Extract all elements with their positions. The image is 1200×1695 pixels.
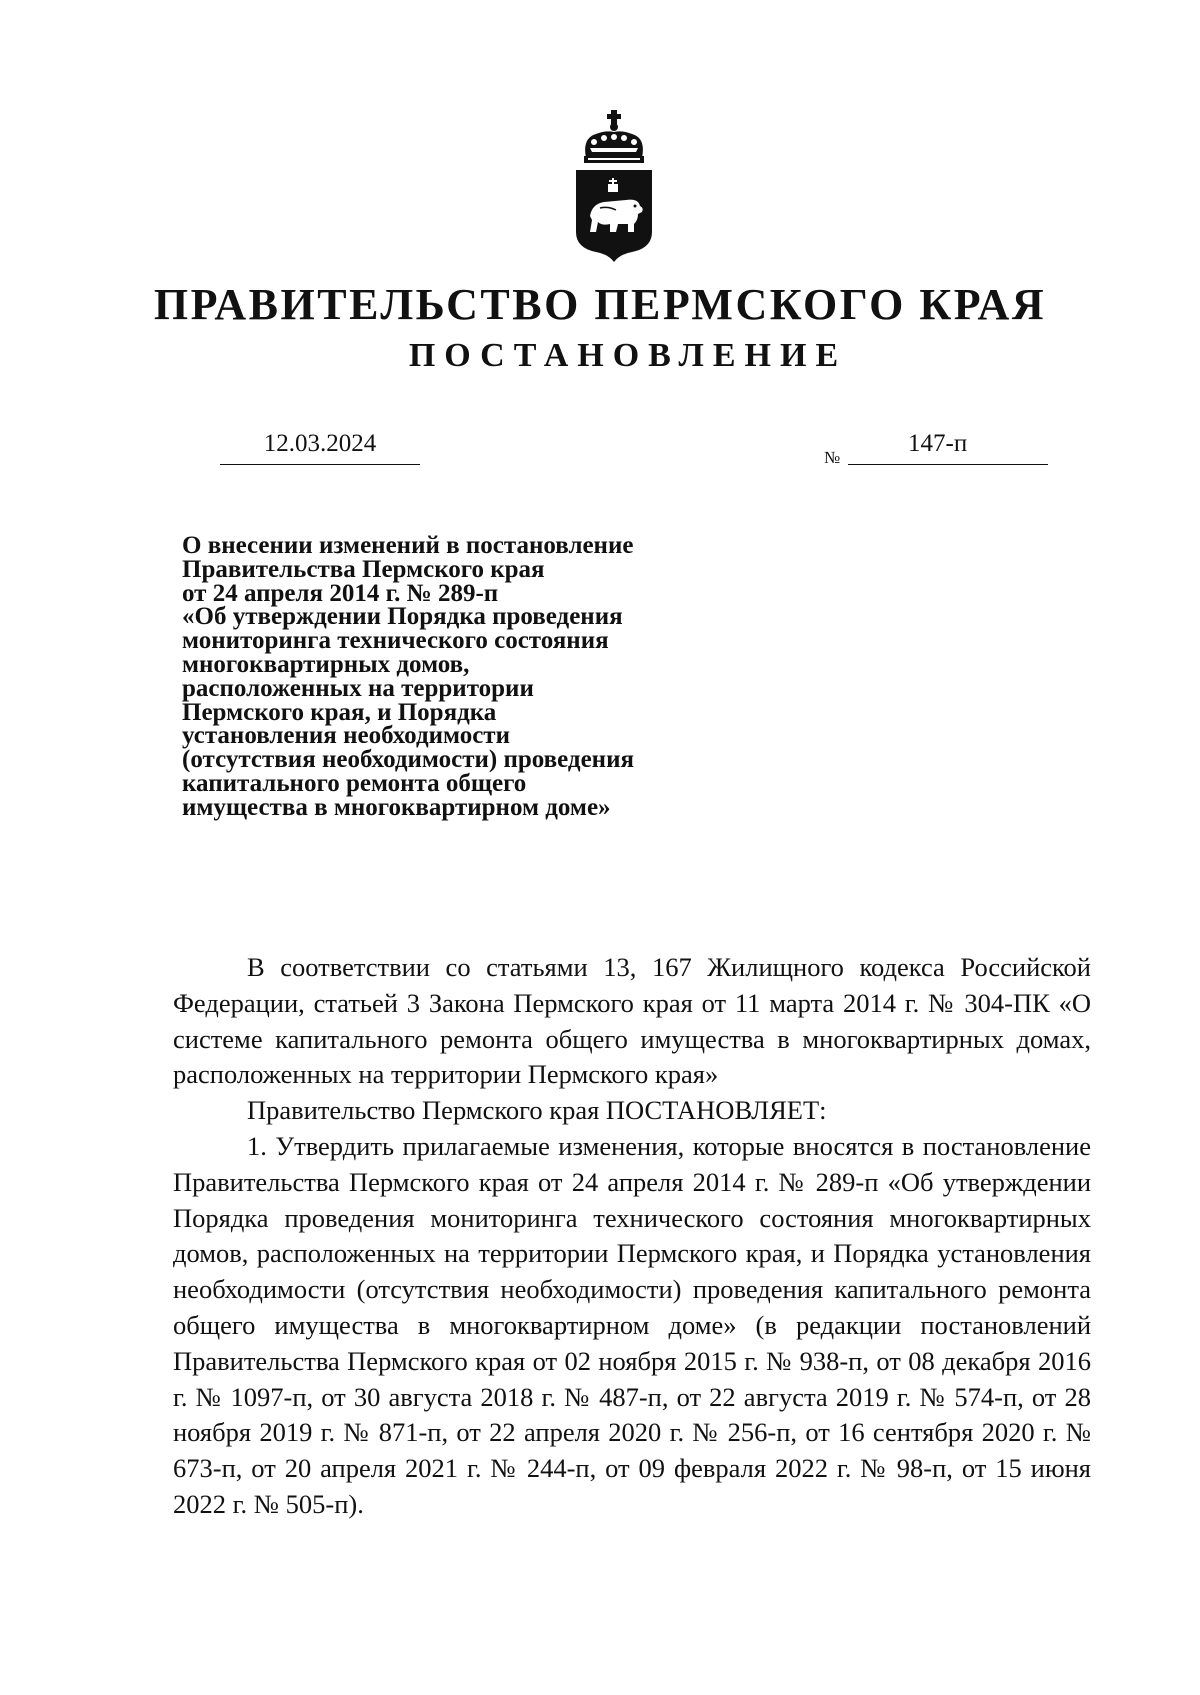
subject-line: имущества в многоквартирном доме» <box>182 793 611 821</box>
document-number: 147-п <box>908 430 968 457</box>
document-type-title: ПОСТАНОВЛЕНИЕ <box>408 337 848 374</box>
subject-line: О внесении изменений в постановление <box>182 532 634 559</box>
subject-line: мониторинга технического состояния <box>182 627 609 655</box>
body-paragraph: 1. Утвердить прилагаемые изменения, которые вносятся в постановление Правительства Пермского края от 24 апреля 2014 г. № 289-п «Об утверждении Порядка проведения мониторинга технического состояния многоквартирных домов, расположенных на территории Пермского края, и Порядка установления необходимости (отсутствия необходимости) проведения капитального ремонта общего имущества в многоквартирном доме» (в редакции постановлений Правительства Пермского края от 02 ноября 2015 г. № 938-п, от 08 декабря 2016 г. № 1097-п, от 30 августа 2018 г. № 487-п, от 22 августа 2019 г. № 574-п, от 28 ноября 2019 г. № 871-п, от 22 апреля 2020 г. № 256-п, от 16 сентября 2020 г. № 673-п, от 20 апреля 2021 г. № 244-п, от 09 февраля 2022 г. № 98-п, от 15 июня 2022 г. № 505-п). <box>173 1130 1091 1519</box>
perm-krai-coat-of-arms-icon <box>568 108 660 264</box>
subject-line: Правительства Пермского края <box>182 555 545 583</box>
body-paragraph: В соответствии со статьями 13, 167 Жилищного кодекса Российской Федерации, статьей 3 Закона Пермского края от 11 марта 2014 г. № 304-ПК «О системе капитального ремонта общего имущества в многоквартирных домах, расположенных на территории Пермского края» <box>173 952 1091 1090</box>
document-subject <box>182 534 742 820</box>
subject-line: Пермского края, и Порядка <box>182 698 497 726</box>
document-body <box>173 950 1091 1523</box>
subject-line: установления необходимости <box>182 722 510 750</box>
subject-line: капитального ремонта общего <box>182 769 527 797</box>
subject-line: от 24 апреля 2014 г. № 289-п <box>182 579 499 607</box>
subject-line: расположенных на территории <box>182 674 534 702</box>
number-sign: № <box>824 448 841 467</box>
subject-line: многоквартирных домов, <box>182 650 470 678</box>
document-date: 12.03.2024 <box>220 424 420 465</box>
subject-line: (отсутствия необходимости) проведения <box>182 746 635 774</box>
body-paragraph: Правительство Пермского края ПОСТАНОВЛЯЕТ: <box>247 1095 827 1126</box>
document-number-field <box>848 424 1048 465</box>
organization-title: ПРАВИТЕЛЬСТВО ПЕРМСКОГО КРАЯ <box>153 280 1047 329</box>
subject-line: «Об утверждении Порядка проведения <box>182 603 623 631</box>
